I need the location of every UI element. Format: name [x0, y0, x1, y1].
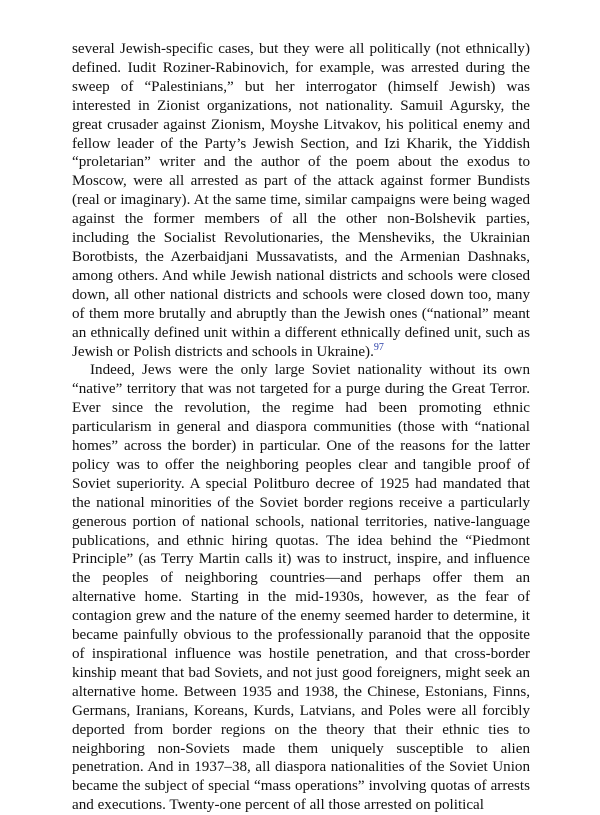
paragraph-1: [72, 40, 530, 361]
paragraph-1-text: several Jewish-specific cases, but they were all politically (not ethnically) defined. Iudit Roziner-Rabinovich, for example, was arrested during the sweep of “Palestinians,” but her interrogator (himself Jewish) was interested in Zionist organizations, not nationality. Samuil Agursky, the great crusader against Zionism, Moyshe Litvakov, his political enemy and fellow leader of the Party’s Jewish Section, and Izi Kharik, the Yiddish “proletarian” writer and the author of the poem about the exodus to Moscow, were all arrested as part of the attack against former Bundists (real or imaginary). At the same time, similar campaigns were being waged against the former members of all the other non-Bolshevik parties, including the Socialist Revolutionaries, the Mensheviks, the Ukrainian Borotbists, the Azerbaidjani Mussavatists, and the Armenian Dashnaks, among others. And while Jewish national districts and schools were closed down, all other national districts and schools were closed down too, many of them more brutally and abruptly than the Jewish ones (“national” meant an ethnically defined unit within a different ethnically defined unit, such as Jewish or Polish districts and schools in Ukraine).: [72, 41, 530, 360]
footnote-marker[interactable]: 97: [373, 341, 384, 353]
paragraph-2-text: Indeed, Jews were the only large Soviet nationality without its own “native” territory that was not targeted for a purge during the Great Terror. Ever since the revolution, the regime had been promoting ethnic particularism in general and diaspora communities (those with “national homes” across the border) in particular. One of the reasons for the latter policy was to offer the neighboring peoples clear and tangible proof of Soviet superiority. A special Politburo decree of 1925 had mandated that the national minorities of the Soviet border regions receive a particularly generous portion of national schools, national territories, native-language publications, and ethnic hiring quotas. The idea behind the “Piedmont Principle” (as Terry Martin calls it) was to instruct, inspire, and influence the peoples of neighboring countries—and perhaps offer them an alternative home. Starting in the mid-1930s, however, as the fear of contagion grew and the nature of the enemy seemed harder to determine, it became painfully obvious to the professionally paranoid that the opposite of inspirational influence was hostile penetration, and that cross-border kinship meant that bad Soviets, and not just good foreigners, might seek an alternative home. Between 1935 and 1938, the Chinese, Estonians, Finns, Germans, Iranians, Koreans, Kurds, Latvians, and Poles were all forcibly deported from border regions on the theory that their ethnic ties to neighboring non-Soviets made them uniquely susceptible to alien penetration. And in 1937–38, all diaspora nationalities of the Soviet Union became the subject of special “mass operations” involving quotas of arrests and executions. Twenty-one percent of all those arrested on political: [72, 362, 530, 814]
document-page: [72, 40, 530, 815]
paragraph-2: [72, 361, 530, 815]
